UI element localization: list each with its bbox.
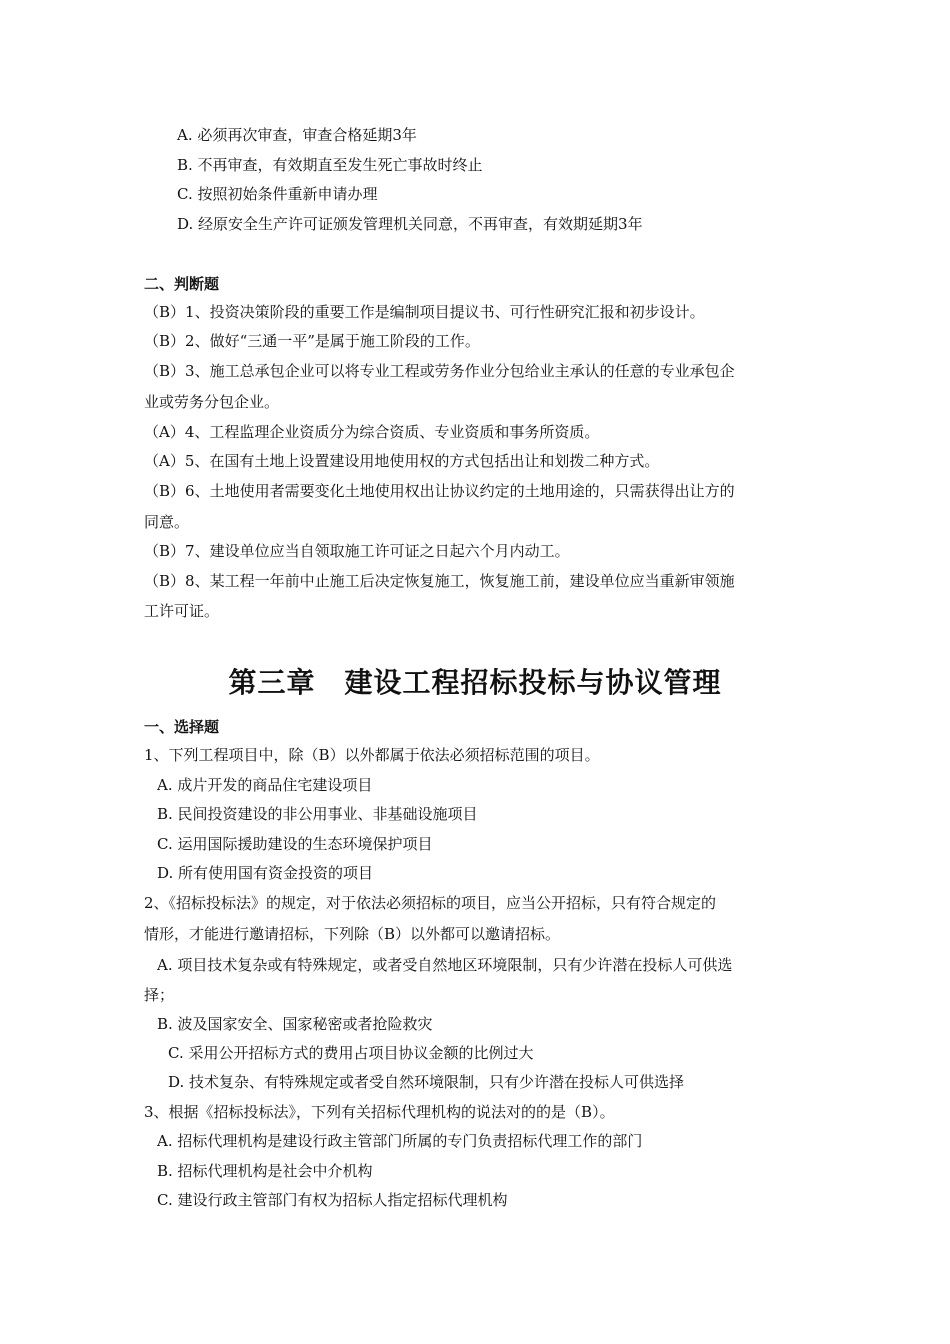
choice-line: 情形，才能进行邀请招标，下列除（B）以外都可以邀请招标。 [144, 925, 561, 943]
choice-line: B. 招标代理机构是社会中介机构 [157, 1162, 373, 1180]
choice-line: 3、根据《招标投标法》，下列有关招标代理机构的说法对的的是（B）。 [144, 1103, 615, 1121]
judgment-line: （B）1、投资决策阶段的重要工作是编制项目提议书、可行性研究汇报和初步设计。 [144, 303, 705, 321]
choice-line: 1、下列工程项目中，除（B）以外都属于依法必须招标范围的项目。 [144, 746, 600, 764]
option-b: B. 不再审查，有效期直至发生死亡事故时终止 [177, 156, 483, 174]
choice-line: B. 波及国家安全、国家秘密或者抢险救灾 [157, 1015, 433, 1033]
option-a: A. 必须再次审查，审查合格延期3年 [177, 126, 417, 144]
choice-line: D. 技术复杂、有特殊规定或者受自然环境限制，只有少许潜在投标人可供选择 [168, 1073, 685, 1091]
judgment-line: （B）7、建设单位应当自领取施工许可证之日起六个月内动工。 [144, 542, 570, 560]
judgment-line: 工许可证。 [144, 602, 220, 620]
choice-line: C. 采用公开招标方式的费用占项目协议金额的比例过大 [168, 1044, 534, 1062]
choice-line: D. 所有使用国有资金投资的项目 [157, 864, 374, 882]
section-heading-judgment: 二、判断题 [144, 275, 220, 293]
choice-line: 择； [144, 986, 175, 1004]
option-d: D. 经原安全生产许可证颁发管理机关同意，不再审查，有效期延期3年 [177, 215, 643, 233]
judgment-line: （B）8、某工程一年前中止施工后决定恢复施工，恢复施工前，建设单位应当重新审领施 [144, 572, 735, 590]
judgment-line: 同意。 [144, 513, 190, 531]
choice-line: A. 项目技术复杂或有特殊规定，或者受自然地区环境限制，只有少许潜在投标人可供选 [157, 956, 733, 974]
option-c: C. 按照初始条件重新申请办理 [177, 185, 378, 203]
choice-line: 2、《招标投标法》的规定，对于依法必须招标的项目，应当公开招标，只有符合规定的 [144, 894, 717, 912]
judgment-line: （A）5、在国有土地上设置建设用地使用权的方式包括出让和划拨二种方式。 [144, 452, 660, 470]
choice-line: A. 招标代理机构是建设行政主管部门所属的专门负责招标代理工作的部门 [157, 1132, 643, 1150]
chapter-title: 第三章 建设工程招标投标与协议管理 [228, 666, 722, 699]
judgment-line: （B）2、做好“三通一平”是属于施工阶段的工作。 [144, 332, 480, 350]
choice-line: C. 建设行政主管部门有权为招标人指定招标代理机构 [157, 1191, 508, 1209]
judgment-line: （B）3、施工总承包企业可以将专业工程或劳务作业分包给业主承认的任意的专业承包企 [144, 362, 735, 380]
choice-line: C. 运用国际援助建设的生态环境保护项目 [157, 835, 433, 853]
judgment-line: 业或劳务分包企业。 [144, 393, 280, 411]
choice-line: A. 成片开发的商品住宅建设项目 [157, 776, 373, 794]
judgment-line: （B）6、土地使用者需要变化土地使用权出让协议约定的土地用途的，只需获得出让方的 [144, 482, 735, 500]
choice-line: B. 民间投资建设的非公用事业、非基础设施项目 [157, 805, 478, 823]
judgment-line: （A）4、工程监理企业资质分为综合资质、专业资质和事务所资质。 [144, 423, 600, 441]
section-heading-choice: 一、选择题 [144, 718, 220, 736]
